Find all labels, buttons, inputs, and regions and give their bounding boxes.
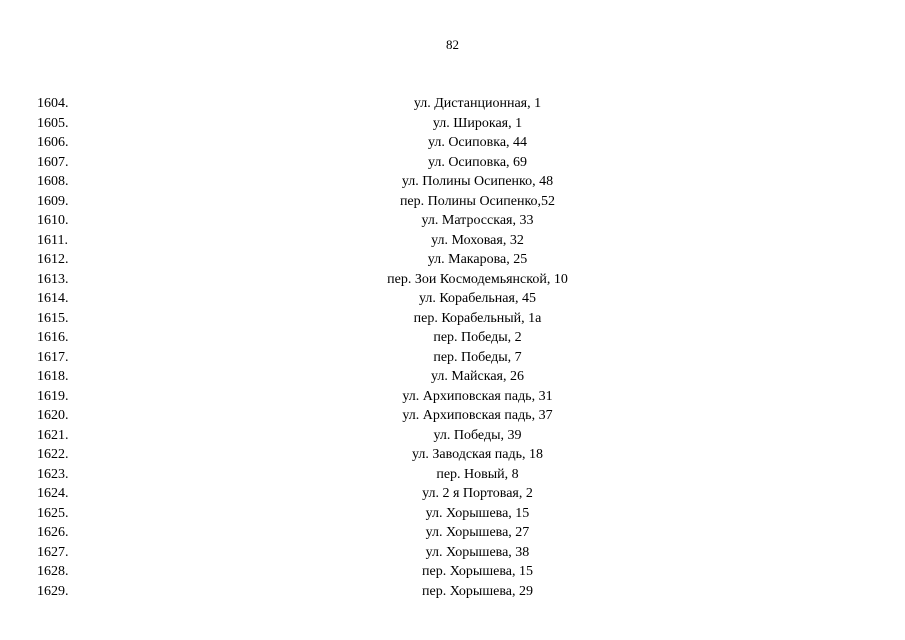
list-item	[0, 406, 905, 426]
row-number: 1606.	[37, 135, 69, 150]
row-number: 1613.	[37, 271, 69, 287]
row-number: 1627.	[37, 544, 69, 560]
row-number: 1611.	[37, 232, 68, 248]
list-item	[0, 445, 905, 465]
row-number: 1614.	[37, 291, 69, 306]
row-number: 1610.	[37, 213, 69, 228]
list-item	[0, 348, 905, 368]
row-address: ул. Осиповка, 44	[427, 135, 528, 150]
row-number: 1622.	[37, 447, 69, 462]
list-item	[0, 309, 905, 329]
row-address: ул. Широкая, 1	[432, 115, 523, 131]
row-number: 1605.	[37, 115, 69, 131]
row-address: ул. Майская, 26	[431, 369, 524, 384]
row-address: ул. Матросская, 33	[421, 213, 534, 228]
list-item	[0, 484, 905, 504]
row-address: ул. Архиповская падь, 37	[402, 408, 553, 423]
row-number: 1620.	[37, 408, 69, 423]
row-address: ул. Победы, 39	[433, 427, 522, 443]
row-address: пер. Полины Осипенко,52	[399, 193, 556, 209]
list-item	[0, 211, 905, 231]
list-item	[0, 289, 905, 309]
row-address: пер. Новый, 8	[436, 466, 519, 482]
row-address: ул. Осиповка, 69	[427, 154, 528, 170]
row-address: ул. Заводская падь, 18	[411, 447, 543, 462]
row-number: 1619.	[37, 388, 69, 404]
row-address: пер. Зои Космодемьянской, 10	[387, 271, 568, 287]
row-address: пер. Победы, 7	[433, 349, 522, 365]
list-item	[0, 387, 905, 407]
row-number: 1609.	[37, 193, 69, 209]
row-address: ул. Корабельная, 45	[419, 291, 536, 306]
row-address: ул. Моховая, 32	[431, 232, 524, 248]
list-item	[0, 114, 905, 134]
row-number: 1618.	[37, 369, 69, 384]
row-number: 1608.	[37, 174, 69, 189]
row-address: ул. Хорышева, 15	[425, 505, 530, 521]
row-address: пер. Корабельный, 1а	[413, 310, 542, 326]
row-address: пер. Победы, 2	[433, 330, 522, 345]
list-item	[0, 153, 905, 173]
list-item	[0, 504, 905, 524]
row-address: пер. Хорышева, 15	[422, 564, 533, 579]
list-item	[0, 328, 905, 348]
row-address: ул. Хорышева, 38	[425, 544, 530, 560]
row-address: ул. Дистанционная, 1	[413, 96, 542, 111]
row-number: 1626.	[37, 525, 69, 540]
row-address: ул. Макарова, 25	[427, 252, 528, 267]
list-item	[0, 562, 905, 582]
row-address: ул. Хорышева, 27	[425, 525, 530, 540]
row-number: 1604.	[37, 96, 69, 111]
list-item	[0, 133, 905, 153]
row-number: 1617.	[37, 349, 69, 365]
row-number: 1625.	[37, 505, 69, 521]
page-number: 82	[446, 37, 459, 52]
list-item	[0, 94, 905, 114]
list-item	[0, 192, 905, 212]
list-item	[0, 172, 905, 192]
row-address: пер. Хорышева, 29	[422, 583, 533, 599]
row-address: ул. Полины Осипенко, 48	[401, 174, 554, 189]
list-item	[0, 582, 905, 602]
list-item	[0, 523, 905, 543]
list-item	[0, 270, 905, 290]
list-item	[0, 250, 905, 270]
list-item	[0, 426, 905, 446]
row-number: 1628.	[37, 564, 69, 579]
row-address: ул. Архиповская падь, 31	[402, 388, 553, 404]
row-number: 1624.	[37, 486, 69, 501]
row-number: 1621.	[37, 427, 69, 443]
row-number: 1629.	[37, 583, 69, 599]
row-number: 1623.	[37, 466, 69, 482]
row-address: ул. 2 я Портовая, 2	[422, 486, 533, 501]
row-number: 1612.	[37, 252, 69, 267]
address-list	[0, 94, 905, 601]
row-number: 1616.	[37, 330, 69, 345]
list-item	[0, 543, 905, 563]
list-item	[0, 465, 905, 485]
list-item	[0, 367, 905, 387]
list-item	[0, 231, 905, 251]
row-number: 1607.	[37, 154, 69, 170]
row-number: 1615.	[37, 310, 69, 326]
